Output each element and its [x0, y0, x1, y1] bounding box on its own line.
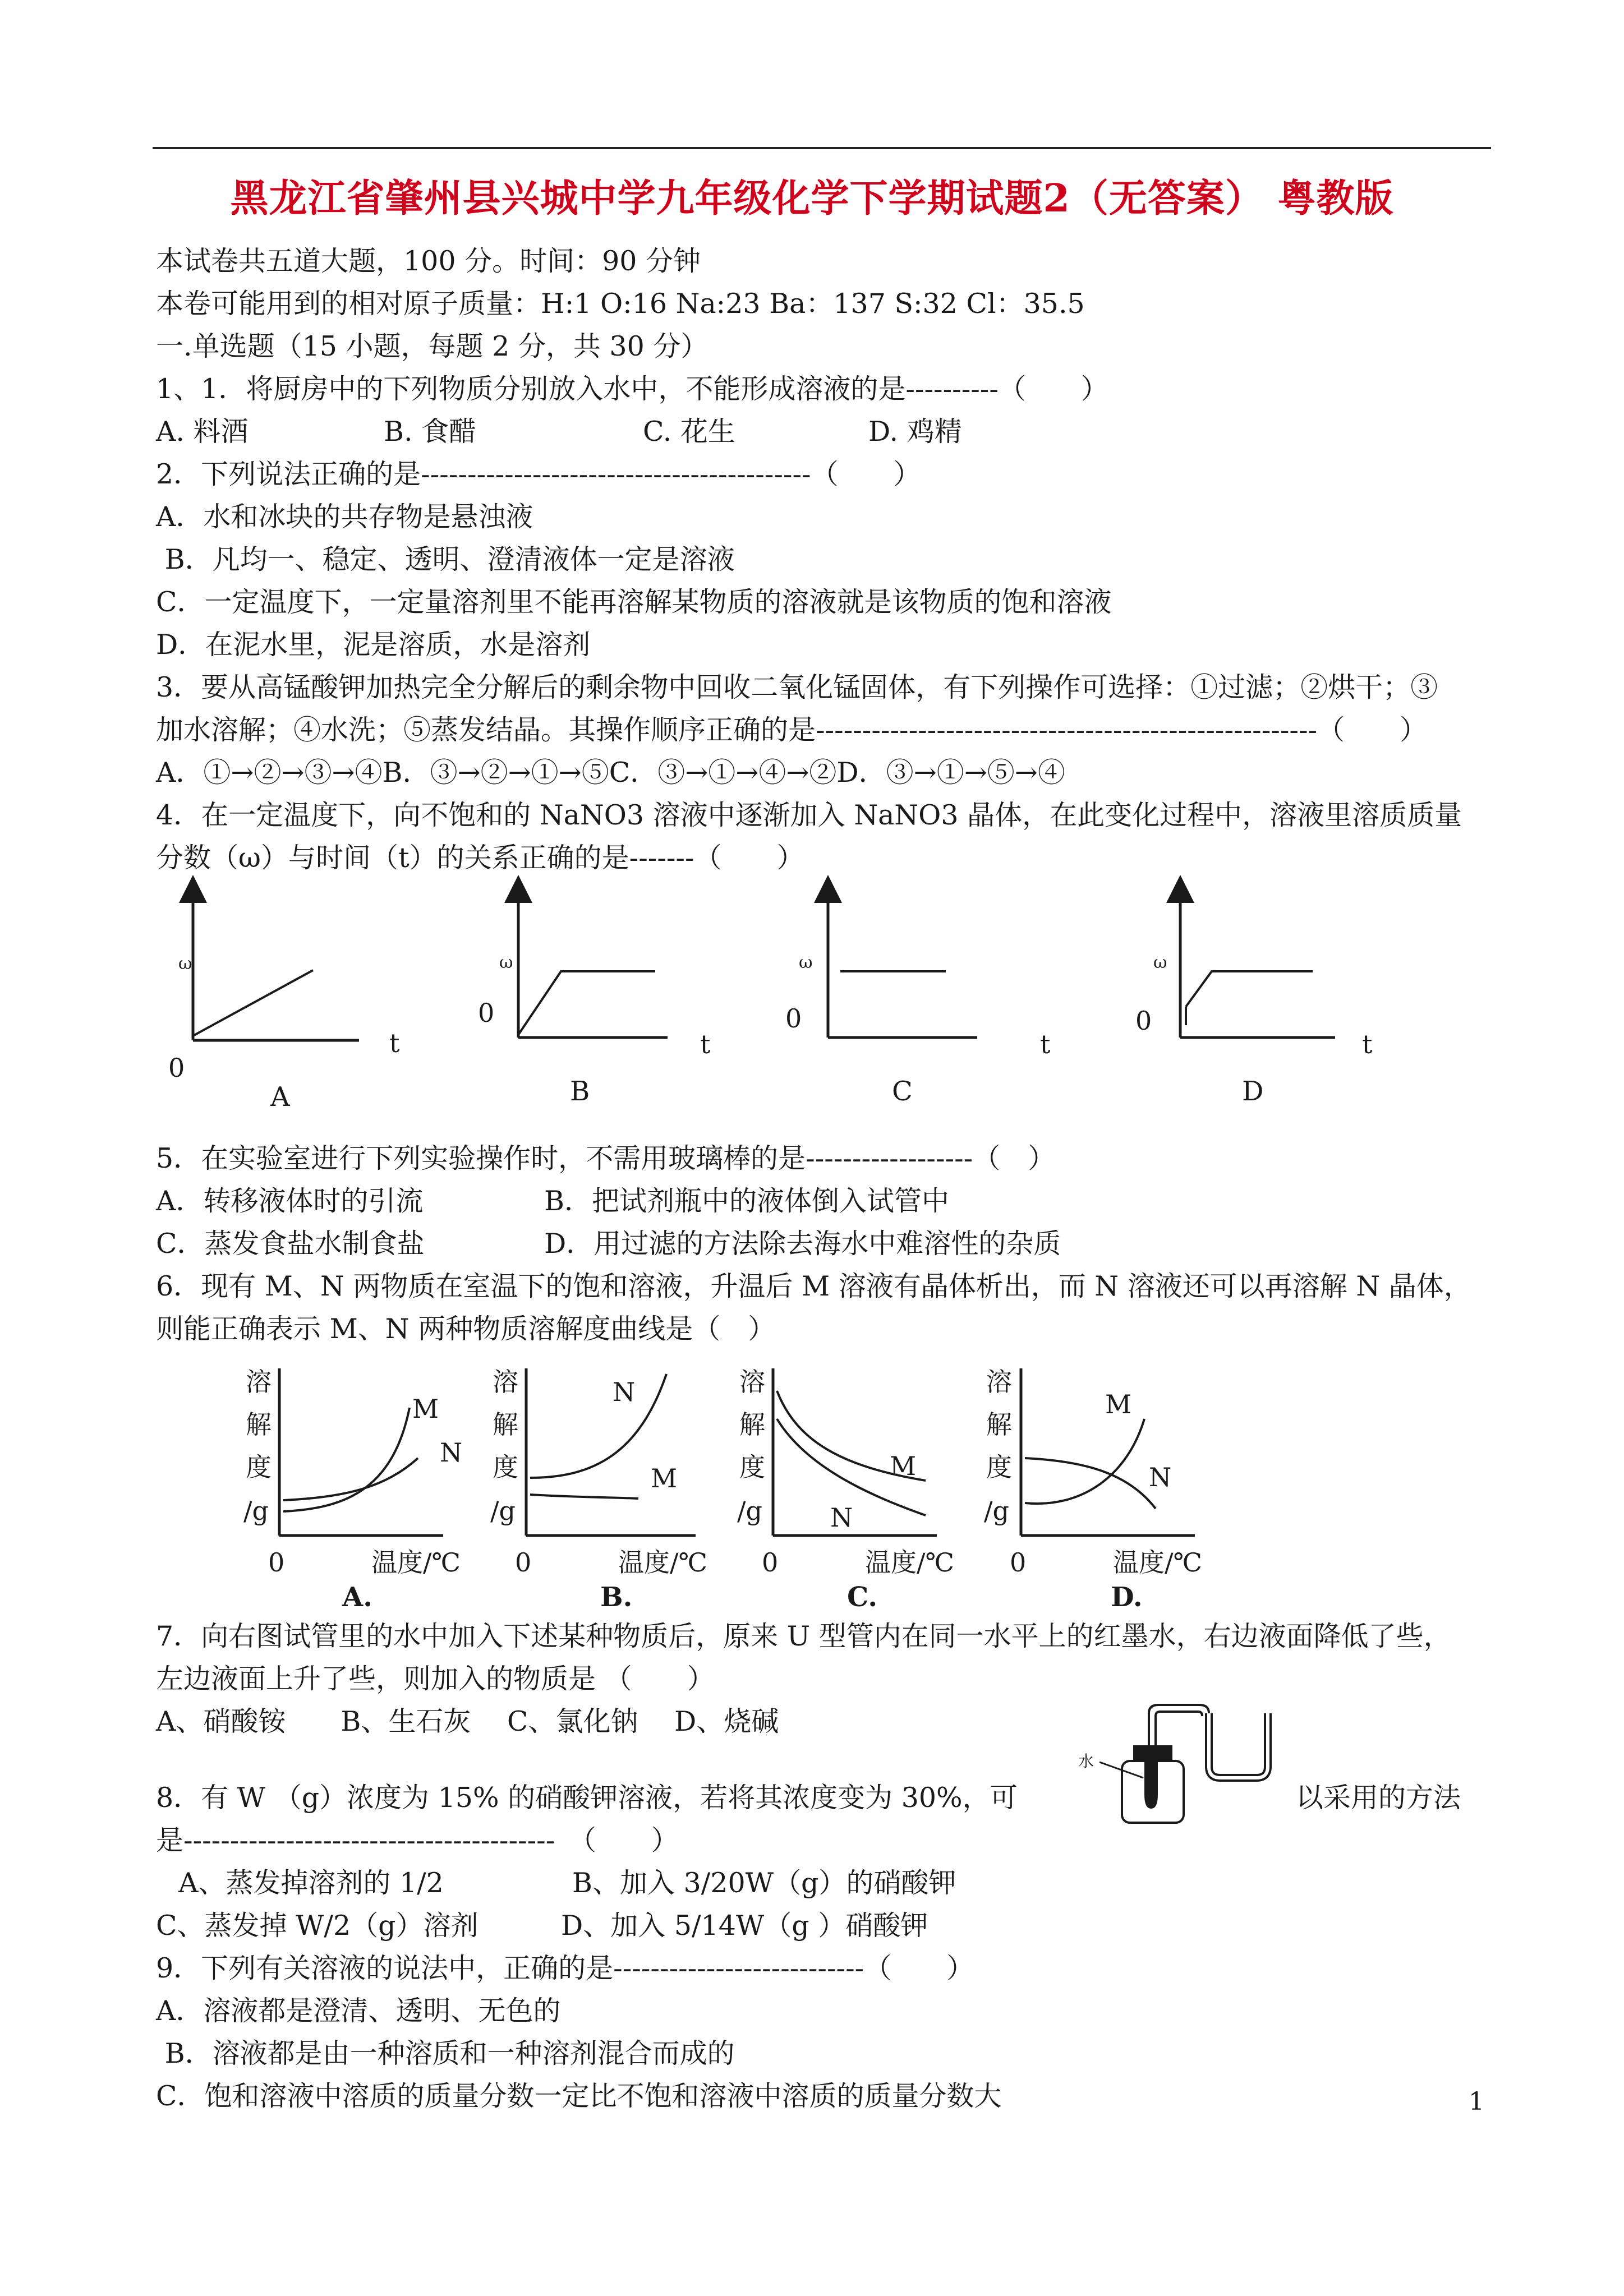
q6-d-curve-n: N	[1149, 1462, 1172, 1492]
section-heading: 一.单选题（15 小题，每题 2 分，共 30 分）	[156, 330, 709, 362]
atomic-masses: 本卷可能用到的相对原子质量：H:1 O:16 Na:23 Ba：137 S:32 Cl：35.5	[156, 288, 1085, 320]
svg-text:溶: 溶	[739, 1367, 765, 1397]
q6-b-curve-n: N	[613, 1377, 636, 1407]
q4-graph-d	[1135, 889, 1373, 1107]
svg-text:解: 解	[739, 1409, 765, 1440]
q4-d-letter: D	[1242, 1076, 1264, 1107]
q1-option-c: C. 花生	[643, 416, 735, 448]
q8-stem-line1-end: 以采用的方法	[1296, 1782, 1461, 1814]
svg-text:度: 度	[246, 1452, 272, 1482]
q4-a-letter: A	[270, 1081, 290, 1113]
svg-text:温度/℃: 温度/℃	[618, 1547, 707, 1578]
q4-b-xaxis: t	[700, 1029, 711, 1059]
svg-text:度: 度	[493, 1452, 518, 1482]
q8-stem-line2: 是---------------------------------------- （ ）	[156, 1824, 679, 1856]
q3-stem-line2: 加水溶解；④水洗；⑤蒸发结晶。其操作顺序正确的是------------------------------------------------------（ ）	[156, 714, 1428, 746]
q6-graph-d	[984, 1367, 1202, 1613]
svg-text:溶: 溶	[986, 1367, 1012, 1397]
q4-b-letter: B	[570, 1076, 590, 1107]
page-title: 黑龙江省肇州县兴城中学九年级化学下学期试题2（无答案） 粤教版	[230, 176, 1394, 221]
q5-option-d: D．用过滤的方法除去海水中难溶性的杂质	[544, 1228, 1061, 1260]
q6-b-letter: B.	[600, 1582, 633, 1613]
q5-option-a: A．转移液体时的引流	[156, 1185, 424, 1217]
q9-stem: 9．下列有关溶液的说法中，正确的是---------------------------（ ）	[156, 1952, 974, 1984]
q4-a-xaxis: t	[389, 1028, 400, 1058]
u-tube-apparatus	[1066, 1699, 1290, 1828]
q6-stem-line1: 6．现有 M、N 两物质在室温下的饱和溶液，升温后 M 溶液有晶体析出，而 N 溶液还可以再溶解 N 晶体，	[156, 1270, 1471, 1302]
svg-text:/g: /g	[243, 1496, 269, 1526]
q4-c-letter: C	[892, 1076, 913, 1107]
svg-text:度: 度	[986, 1452, 1012, 1482]
svg-text:温度/℃: 温度/℃	[865, 1547, 954, 1578]
q6-c-curve-n: N	[830, 1502, 853, 1533]
svg-text:0: 0	[268, 1547, 285, 1578]
q3-options: A．①→②→③→④B．③→②→①→⑤C．③→①→④→②D．③→①→⑤→④	[156, 757, 1065, 789]
q2-option-d: D．在泥水里，泥是溶质，水是溶剂	[156, 629, 591, 661]
apparatus-water-label: 水	[1078, 1752, 1094, 1771]
exam-info: 本试卷共五道大题，100 分。时间：90 分钟	[156, 245, 701, 277]
q4-stem-line1: 4．在一定温度下，向不饱和的 NaNO3 溶液中逐渐加入 NaNO3 晶体，在此变化过程中，溶液里溶质质量	[156, 799, 1462, 831]
q4-d-xaxis: t	[1362, 1029, 1373, 1059]
q4-b-origin: 0	[478, 998, 495, 1028]
svg-text:解: 解	[246, 1409, 272, 1440]
q5-option-b: B．把试剂瓶中的液体倒入试管中	[544, 1185, 950, 1217]
q6-a-letter: A.	[342, 1582, 372, 1613]
q8-option-c: C、蒸发掉 W/2（g）溶剂	[156, 1910, 479, 1942]
svg-text:解: 解	[493, 1409, 518, 1440]
q4-graph-b	[478, 889, 711, 1107]
svg-text:温度/℃: 温度/℃	[1113, 1547, 1202, 1578]
q6-c-curve-m: M	[890, 1451, 917, 1481]
q4-stem-line2: 分数（ω）与时间（t）的关系正确的是-------（ ）	[156, 842, 804, 874]
q9-option-b: B．溶液都是由一种溶质和一种溶剂混合而成的	[156, 2037, 735, 2069]
q6-graph-a	[243, 1367, 462, 1613]
q8-stem-line1: 8．有 W （g）浓度为 15% 的硝酸钾溶液，若将其浓度变为 30%，可	[156, 1782, 1018, 1814]
svg-text:解: 解	[986, 1409, 1012, 1440]
q4-c-xaxis: t	[1040, 1029, 1051, 1059]
svg-text:/g: /g	[984, 1496, 1009, 1526]
page-number: 1	[1469, 2087, 1484, 2116]
svg-text:0: 0	[515, 1547, 532, 1578]
q7-options: A、硝酸铵 B、生石灰 C、氯化钠 D、烧碱	[156, 1705, 779, 1737]
q9-option-a: A．溶液都是澄清、透明、无色的	[156, 1995, 561, 2027]
q4-a-yaxis: ω	[178, 954, 192, 974]
svg-text:0: 0	[762, 1547, 779, 1578]
q1-option-d: D. 鸡精	[868, 416, 962, 448]
svg-text:0: 0	[1010, 1547, 1027, 1578]
q8-option-b: B、加入 3/20W（g）的硝酸钾	[572, 1867, 956, 1899]
q4-graphs	[0, 875, 1624, 1122]
q4-a-origin: 0	[168, 1053, 185, 1083]
svg-text:溶: 溶	[493, 1367, 518, 1397]
q6-d-curve-m: M	[1105, 1389, 1132, 1419]
header-rule	[153, 147, 1491, 149]
q1-stem: 1、1．将厨房中的下列物质分别放入水中，不能形成溶液的是----------（ ）	[156, 373, 1108, 405]
q4-d-origin: 0	[1135, 1006, 1152, 1036]
svg-text:溶: 溶	[246, 1367, 272, 1397]
svg-text:度: 度	[739, 1452, 765, 1482]
q6-a-curve-n: N	[440, 1437, 463, 1468]
q6-c-letter: C.	[847, 1582, 878, 1613]
q6-graphs	[0, 1357, 1624, 1615]
q6-a-curve-m: M	[412, 1394, 439, 1424]
q5-option-c: C．蒸发食盐水制食盐	[156, 1228, 425, 1260]
q4-graph-a	[168, 889, 400, 1113]
svg-text:/g: /g	[490, 1496, 516, 1526]
q4-graph-c	[785, 889, 1051, 1107]
q1-option-a: A. 料酒	[156, 416, 249, 448]
q2-stem: 2．下列说法正确的是------------------------------------------（ ）	[156, 458, 921, 490]
q3-stem-line1: 3．要从高锰酸钾加热完全分解后的剩余物中回收二氧化锰固体，有下列操作可选择：①过滤；②烘干；③	[156, 671, 1438, 703]
q6-graph-c	[737, 1367, 954, 1613]
q5-stem: 5．在实验室进行下列实验操作时，不需用玻璃棒的是------------------（ ）	[156, 1142, 1056, 1174]
q7-stem-line2: 左边液面上升了些，则加入的物质是 （ ）	[156, 1663, 715, 1695]
q6-b-curve-m: M	[651, 1463, 678, 1493]
q2-option-a: A．水和冰块的共存物是悬浊液	[156, 501, 533, 533]
q4-c-yaxis: ω	[799, 953, 813, 972]
q2-option-c: C．一定温度下，一定量溶剂里不能再溶解某物质的溶液就是该物质的饱和溶液	[156, 586, 1112, 618]
q8-option-a: A、蒸发掉溶剂的 1/2	[178, 1867, 444, 1899]
q4-c-origin: 0	[785, 1003, 802, 1034]
q4-b-yaxis: ω	[499, 953, 513, 972]
q2-option-b: B．凡均一、稳定、透明、澄清液体一定是溶液	[156, 543, 735, 575]
q1-option-b: B. 食醋	[384, 416, 477, 448]
q8-option-d: D、加入 5/14W（g ）硝酸钾	[561, 1910, 928, 1942]
q6-graph-b	[490, 1367, 707, 1613]
svg-text:/g: /g	[737, 1496, 762, 1526]
q6-stem-line2: 则能正确表示 M、N 两种物质溶解度曲线是（ ）	[156, 1313, 776, 1345]
q4-d-yaxis: ω	[1153, 953, 1167, 972]
q6-d-letter: D.	[1111, 1582, 1143, 1613]
svg-text:温度/℃: 温度/℃	[371, 1547, 461, 1578]
q9-option-c: C．饱和溶液中溶质的质量分数一定比不饱和溶液中溶质的质量分数大	[156, 2080, 1002, 2112]
q7-stem-line1: 7．向右图试管里的水中加入下述某种物质后，原来 U 型管内在同一水平上的红墨水，右边液面降低了些，	[156, 1620, 1451, 1652]
